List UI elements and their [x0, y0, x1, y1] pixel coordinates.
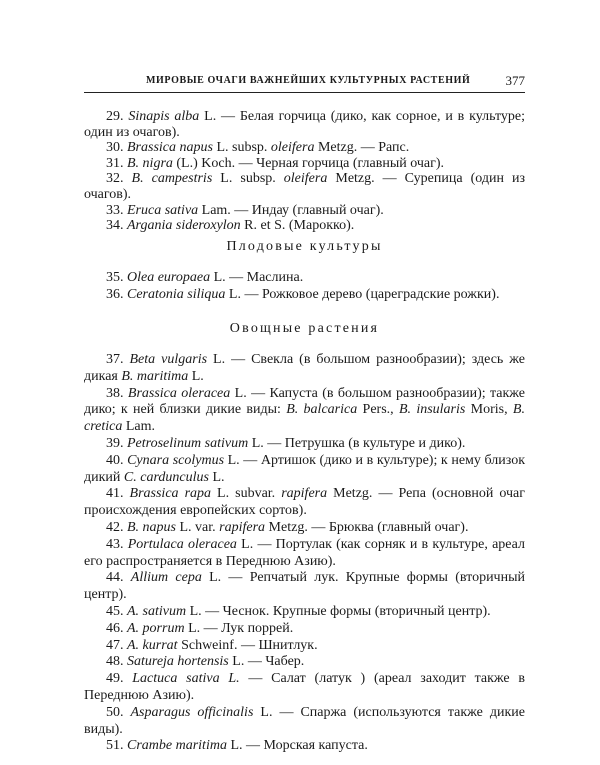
entry-text: L. subsp. — [212, 171, 284, 187]
entry-text: 43. — [106, 536, 128, 552]
entry-text: 32. — [106, 171, 132, 187]
latin-name: Portulaca oleracea — [127, 536, 237, 552]
section-heading-vegetables: Овощные растения — [229, 321, 380, 336]
entry-text: 35. — [106, 270, 127, 285]
entry-text: L. — Петрушка (в культуре и дико). — [248, 435, 466, 451]
entry-text: Lam. — Индау (главный очаг). — [198, 202, 384, 218]
vegetables-list — [84, 352, 525, 755]
latin-name: B. campestris — [131, 171, 213, 187]
entry-text: L. — Рожковое дерево (цареградские рожки). — [225, 286, 500, 302]
entry-text: L. — [208, 469, 225, 485]
latin-name: oleifera — [283, 171, 328, 187]
list-item — [84, 270, 525, 287]
list-item — [84, 604, 525, 621]
entry-text: 39. — [106, 435, 127, 451]
entry-text: Metzg. — Брюква (главный очаг). — [265, 519, 469, 535]
latin-name: Allium cepa — [130, 570, 202, 586]
entry-text: R. et S. (Марокко). — [240, 218, 355, 234]
latin-name: A. sativum — [127, 603, 187, 619]
entry-text: 46. — [106, 620, 127, 636]
latin-name: A. kurrat — [127, 637, 178, 653]
entry-text: 42. — [106, 519, 127, 535]
entry-text: L. — Свекла (в большом разнообразии); здесь же дикая — [84, 352, 526, 384]
entry-text: L. subsp. — [212, 140, 271, 156]
entry-text: 31. — [106, 155, 127, 171]
entry-text: 41. — [106, 486, 130, 502]
entry-text: 34. — [106, 218, 127, 234]
list-item — [84, 705, 525, 739]
latin-name: Brassica napus — [127, 140, 213, 156]
entry-text: L. var. — [176, 519, 220, 535]
entry-text: 40. — [106, 452, 128, 468]
oil-crops-list — [84, 109, 525, 234]
list-item — [84, 671, 525, 705]
latin-name: Sinapis alba — [128, 109, 200, 124]
entry-text: 49. — [106, 671, 133, 687]
entry-text: Metzg. — Репа (основной очаг происхождения европейских сортов). — [84, 486, 525, 519]
entry-text: L. — Морская капуста. — [226, 738, 368, 754]
entry-text: Moris, — [465, 402, 513, 418]
list-item — [84, 436, 525, 453]
entry-text: L. — [188, 368, 204, 384]
entry-text: L. — Чабер. — [228, 654, 305, 670]
latin-name: Ceratonia siliqua — [127, 286, 226, 302]
list-item — [84, 386, 525, 436]
list-item — [84, 654, 525, 671]
latin-name: B. maritima — [121, 368, 189, 384]
latin-name: Lactuca sativa L. — [132, 671, 240, 687]
latin-name: B. nigra — [127, 155, 173, 171]
entry-text: — Салат (латук ) (ареал заходит также в Переднюю Азию). — [84, 671, 525, 703]
latin-name: C. cardunculus — [123, 469, 209, 485]
entry-text: Metzg. — Сурепица (один из очагов). — [84, 171, 526, 202]
entry-text: L. subvar. — [211, 486, 282, 502]
list-item — [84, 218, 525, 234]
entry-text: L. — Репчатый лук. Крупные формы (вторичный центр). — [84, 570, 525, 603]
entry-text: L. — Лук поррей. — [184, 620, 294, 636]
latin-name: B. balcarica — [286, 402, 358, 418]
latin-name: Crambe maritima — [127, 738, 227, 754]
page-number: 377 — [505, 73, 525, 88]
list-item — [84, 203, 525, 219]
latin-name: Brassica oleracea — [127, 385, 231, 401]
entry-text: 45. — [106, 603, 127, 619]
latin-name: Eruca sativa — [127, 202, 199, 218]
entry-text: L. — Белая горчица (дико, как сорное, и в культуре; один из очагов). — [84, 109, 525, 140]
latin-name: B. insularis — [398, 402, 466, 418]
list-item — [84, 453, 525, 487]
entry-text: 48. — [106, 654, 127, 670]
entry-text: 38. — [106, 385, 128, 401]
entry-text: L. — Спаржа (используются также дикие виды). — [84, 704, 525, 737]
entry-text: 33. — [106, 202, 127, 218]
entry-text: Pers., — [357, 402, 399, 418]
list-item — [84, 352, 525, 386]
latin-name: Argania sideroxylon — [127, 218, 241, 234]
entry-text: L. — Артишок (дико и в культуре); к нему близок дикий — [84, 452, 525, 485]
latin-name: rapifera — [219, 519, 266, 535]
entry-text: L. — Маслина. — [210, 270, 304, 285]
latin-name: Olea europaea — [127, 270, 211, 285]
entry-text: L. — Портулак (как сорняк и в культуре, ареал его распространяется в Переднюю Азию). — [84, 536, 525, 569]
latin-name: A. porrum — [127, 620, 185, 636]
entry-text: Metzg. — Рапс. — [314, 140, 410, 156]
latin-name: B. napus — [127, 519, 176, 535]
latin-name: rapifera — [281, 486, 328, 502]
entry-text: L. — Капуста (в большом разнообразии); также дико; к ней близки дикие виды: — [84, 385, 526, 418]
list-item — [84, 156, 525, 172]
list-item — [84, 140, 525, 156]
latin-name: Beta vulgaris — [129, 352, 208, 367]
page-header — [84, 72, 525, 93]
entry-text: 44. — [106, 570, 131, 586]
section-heading-fruit-crops: Плодовые культуры — [226, 239, 383, 254]
entry-text: 51. — [106, 738, 127, 754]
list-item — [84, 520, 525, 537]
latin-name: B. cretica — [84, 402, 525, 435]
entry-text: L. — Чеснок. Крупные формы (вторичный центр). — [186, 603, 491, 619]
list-item — [84, 486, 525, 520]
entry-text: 50. — [106, 704, 131, 720]
latin-name: Brassica rapa — [129, 486, 212, 502]
fruit-crops-list — [84, 270, 525, 303]
entry-text: 30. — [106, 140, 127, 156]
list-item — [84, 738, 525, 755]
list-item — [84, 621, 525, 638]
entry-text: 29. — [106, 109, 129, 124]
entry-text: 36. — [106, 286, 127, 302]
list-item — [84, 287, 525, 304]
list-item — [84, 171, 525, 202]
list-item — [84, 570, 525, 604]
latin-name: Satureja hortensis — [127, 654, 229, 670]
latin-name: Petroselinum sativum — [127, 435, 249, 451]
list-item — [84, 537, 525, 571]
list-item — [84, 109, 525, 140]
latin-name: Cynara scolymus — [127, 452, 225, 468]
running-title: МИРОВЫЕ ОЧАГИ ВАЖНЕЙШИХ КУЛЬТУРНЫХ РАСТЕНИЙ — [146, 75, 471, 86]
entry-text: Lam. — [122, 419, 156, 435]
list-item — [84, 638, 525, 655]
entry-text: (L.) Koch. — Черная горчица (главный очаг). — [172, 155, 445, 171]
entry-text: Schweinf. — Шнитлук. — [177, 637, 318, 653]
latin-name: Asparagus officinalis — [130, 704, 254, 720]
entry-text: 47. — [106, 637, 127, 653]
latin-name: oleifera — [270, 140, 315, 156]
entry-text: 37. — [106, 352, 130, 367]
